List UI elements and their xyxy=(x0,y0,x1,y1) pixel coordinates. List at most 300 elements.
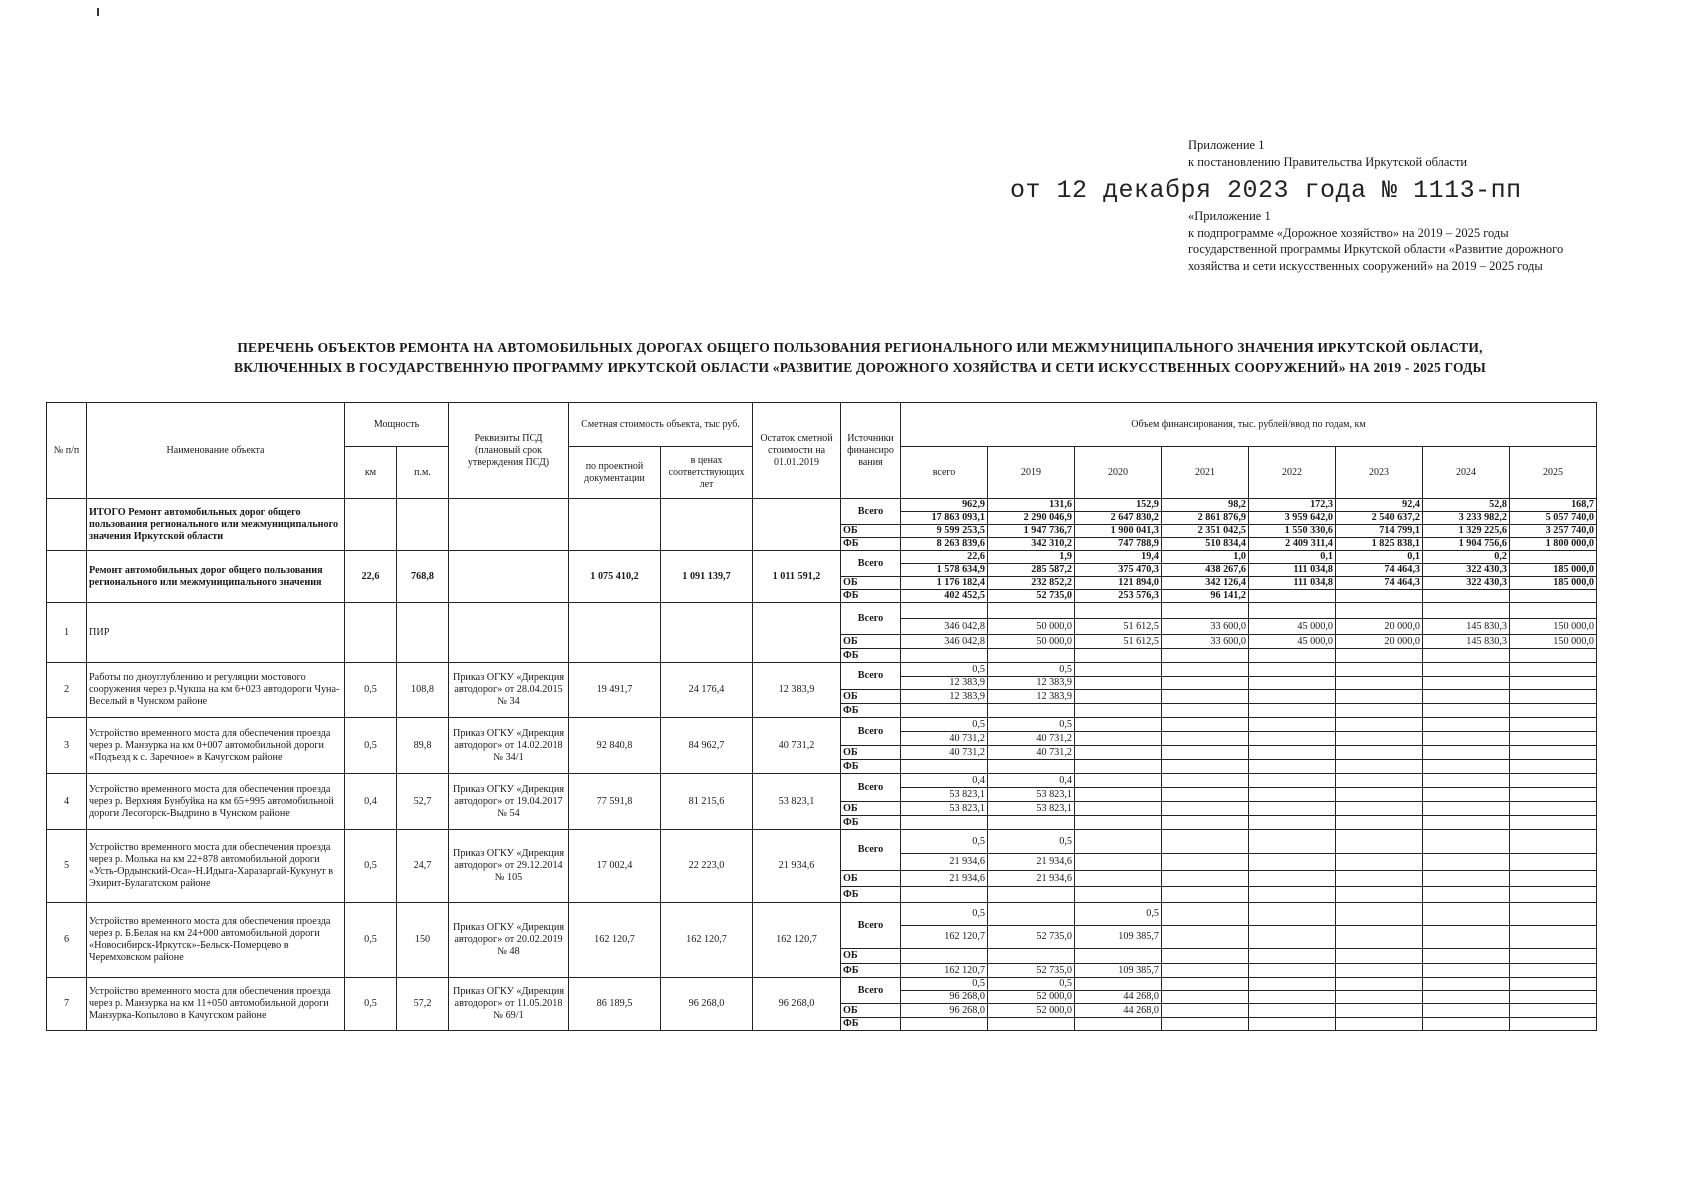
funding-cell xyxy=(1510,871,1597,887)
funding-cell: 98,2 xyxy=(1162,499,1249,512)
source-ob: ОБ xyxy=(841,525,901,538)
funding-cell xyxy=(1162,871,1249,887)
funding-cell xyxy=(1510,816,1597,830)
row-name: ИТОГО Ремонт автомобильных дорог общего пользования регионального или межмуниципального значения Иркутской области xyxy=(87,499,345,551)
funding-cell: 0,5 xyxy=(988,830,1075,854)
col-total: всего xyxy=(901,447,988,499)
funding-cell: 96 141,2 xyxy=(1162,590,1249,603)
funding-cell: 12 383,9 xyxy=(901,690,988,704)
funding-cell xyxy=(901,603,988,619)
funding-cell xyxy=(1423,732,1510,746)
funding-cell: 3 233 982,2 xyxy=(1423,512,1510,525)
funding-cell: 185 000,0 xyxy=(1510,564,1597,577)
row-cost-curr xyxy=(661,499,753,551)
funding-cell: 53 823,1 xyxy=(901,802,988,816)
funding-cell xyxy=(988,887,1075,903)
col-2020: 2020 xyxy=(1075,447,1162,499)
funding-cell xyxy=(1510,746,1597,760)
funding-cell xyxy=(1336,887,1423,903)
funding-cell: 0,1 xyxy=(1336,551,1423,564)
table-header xyxy=(47,403,1597,499)
funding-cell xyxy=(1510,830,1597,854)
source-all: Всего xyxy=(841,603,901,635)
funding-cell xyxy=(1249,704,1336,718)
funding-cell xyxy=(901,649,988,663)
funding-cell xyxy=(1162,949,1249,964)
funding-cell xyxy=(1510,926,1597,949)
funding-cell xyxy=(1162,978,1249,991)
title-line-1: ПЕРЕЧЕНЬ ОБЪЕКТОВ РЕМОНТА НА АВТОМОБИЛЬНЫХ ДОРОГАХ ОБЩЕГО ПОЛЬЗОВАНИЯ РЕГИОНАЛЬНОГО ИЛИ МЕЖМУНИЦИПАЛЬНОГО ЗНАЧЕНИЯ ИРКУТСКОЙ ОБЛАСТИ, xyxy=(237,340,1483,355)
funding-cell xyxy=(1423,690,1510,704)
funding-cell xyxy=(901,816,988,830)
funding-cell: 3 257 740,0 xyxy=(1510,525,1597,538)
funding-cell: 1 904 756,6 xyxy=(1423,538,1510,551)
row-cost-curr: 81 215,6 xyxy=(661,774,753,830)
funding-cell xyxy=(1336,590,1423,603)
funding-cell: 40 731,2 xyxy=(988,732,1075,746)
funding-cell: 0,5 xyxy=(988,663,1075,677)
funding-cell: 172,3 xyxy=(1249,499,1336,512)
source-all: Всего xyxy=(841,830,901,871)
funding-cell xyxy=(1336,926,1423,949)
row-name: ПИР xyxy=(87,603,345,663)
row-cost-proj: 86 189,5 xyxy=(569,978,661,1031)
funding-cell: 50 000,0 xyxy=(988,635,1075,649)
funding-cell: 375 470,3 xyxy=(1075,564,1162,577)
subprogram-description: к подпрограмме «Дорожное хозяйство» на 2019 – 2025 годы государственной программы Иркутской области «Развитие дорожного хозяйства и сети искусственных сооружений» на 2019 – 2025 годы xyxy=(1188,225,1564,273)
funding-cell: 96 268,0 xyxy=(901,991,988,1004)
appendix-header xyxy=(1188,137,1628,171)
source-ob: ОБ xyxy=(841,577,901,590)
funding-cell xyxy=(1510,949,1597,964)
funding-cell xyxy=(1423,774,1510,788)
source-all: Всего xyxy=(841,499,901,525)
row-name: Работы по дноуглублению и регуляции мостового сооружения через р.Чукша на км 6+023 автодороги Чуна-Веселый в Чунском районе xyxy=(87,663,345,718)
funding-cell xyxy=(1162,991,1249,1004)
row-num: 6 xyxy=(47,903,87,978)
col-capacity: Мощность xyxy=(345,403,449,447)
funding-cell xyxy=(1336,788,1423,802)
funding-cell xyxy=(1162,854,1249,871)
funding-cell: 145 830,3 xyxy=(1423,635,1510,649)
funding-cell xyxy=(1510,1018,1597,1031)
funding-cell: 0,5 xyxy=(988,718,1075,732)
funding-cell xyxy=(1423,964,1510,978)
row-remain: 96 268,0 xyxy=(753,978,841,1031)
funding-cell: 52 000,0 xyxy=(988,991,1075,1004)
funding-cell xyxy=(1423,830,1510,854)
funding-cell: 96 268,0 xyxy=(901,1004,988,1018)
funding-cell xyxy=(1075,854,1162,871)
funding-cell xyxy=(1510,649,1597,663)
source-ob: ОБ xyxy=(841,635,901,649)
row-pm xyxy=(397,603,449,663)
funding-cell xyxy=(1075,816,1162,830)
funding-cell xyxy=(1249,677,1336,690)
funding-cell xyxy=(1336,816,1423,830)
funding-cell xyxy=(1510,551,1597,564)
funding-cell: 0,4 xyxy=(988,774,1075,788)
funding-cell: 145 830,3 xyxy=(1423,619,1510,635)
funding-cell: 52 735,0 xyxy=(988,964,1075,978)
table-row xyxy=(47,830,1597,854)
row-cost-curr: 22 223,0 xyxy=(661,830,753,903)
funding-cell: 20 000,0 xyxy=(1336,619,1423,635)
funding-cell xyxy=(1249,949,1336,964)
funding-cell: 0,5 xyxy=(901,978,988,991)
funding-cell: 322 430,3 xyxy=(1423,564,1510,577)
source-fb: ФБ xyxy=(841,590,901,603)
funding-cell xyxy=(1423,816,1510,830)
funding-cell xyxy=(1162,1018,1249,1031)
funding-cell: 51 612,5 xyxy=(1075,635,1162,649)
funding-cell: 0,5 xyxy=(901,663,988,677)
funding-cell: 162 120,7 xyxy=(901,926,988,949)
funding-cell xyxy=(1249,1018,1336,1031)
row-pm: 150 xyxy=(397,903,449,978)
row-pm xyxy=(397,499,449,551)
funding-cell: 0,2 xyxy=(1423,551,1510,564)
funding-cell: 0,5 xyxy=(1075,903,1162,926)
row-name: Устройство временного моста для обеспечения проезда через р. Манзурка на км 11+050 автомобильной дороги Манзурка-Копылово в Качугском районе xyxy=(87,978,345,1031)
row-psd: Приказ ОГКУ «Дирекция автодорог» от 28.04.2015 № 34 xyxy=(449,663,569,718)
funding-cell: 185 000,0 xyxy=(1510,577,1597,590)
title-line-2: ВКЛЮЧЕННЫХ В ГОСУДАРСТВЕННУЮ ПРОГРАММУ ИРКУТСКОЙ ОБЛАСТИ «РАЗВИТИЕ ДОРОЖНОГО ХОЗЯЙСТВА И СЕТИ ИСКУССТВЕННЫХ СООРУЖЕНИЙ» НА 2019 - 2025 ГОДЫ xyxy=(234,360,1486,375)
funding-cell xyxy=(1249,887,1336,903)
funding-cell: 1 550 330,6 xyxy=(1249,525,1336,538)
funding-cell: 2 861 876,9 xyxy=(1162,512,1249,525)
funding-cell xyxy=(1249,802,1336,816)
funding-cell xyxy=(1336,1004,1423,1018)
col-cost: Сметная стоимость объекта, тыс руб. xyxy=(569,403,753,447)
funding-cell: 19,4 xyxy=(1075,551,1162,564)
funding-cell xyxy=(1075,887,1162,903)
funding-cell: 150 000,0 xyxy=(1510,635,1597,649)
table-row xyxy=(47,499,1597,512)
funding-cell xyxy=(1249,830,1336,854)
funding-cell xyxy=(1510,903,1597,926)
funding-cell: 1 947 736,7 xyxy=(988,525,1075,538)
row-psd: Приказ ОГКУ «Дирекция автодорог» от 20.02.2019 № 48 xyxy=(449,903,569,978)
row-remain xyxy=(753,603,841,663)
row-num: 5 xyxy=(47,830,87,903)
row-name: Устройство временного моста для обеспечения проезда через р. Верхняя Бунбуйка на км 65+995 автомобильной дороги Лесогорск-Выдрино в Чунском районе xyxy=(87,774,345,830)
funding-cell xyxy=(1162,788,1249,802)
funding-cell: 53 823,1 xyxy=(988,802,1075,816)
funding-cell xyxy=(1075,788,1162,802)
funding-cell xyxy=(1336,663,1423,677)
row-km xyxy=(345,499,397,551)
funding-cell xyxy=(1423,746,1510,760)
row-remain: 53 823,1 xyxy=(753,774,841,830)
funding-cell xyxy=(1249,663,1336,677)
row-psd xyxy=(449,551,569,603)
row-km: 0,5 xyxy=(345,718,397,774)
row-name: Ремонт автомобильных дорог общего пользования регионального или межмуниципального значения xyxy=(87,551,345,603)
funding-cell: 285 587,2 xyxy=(988,564,1075,577)
source-all: Всего xyxy=(841,551,901,577)
col-psd: Реквизиты ПСД (плановый срок утверждения ПСД) xyxy=(449,403,569,499)
funding-cell xyxy=(1075,690,1162,704)
funding-cell: 714 799,1 xyxy=(1336,525,1423,538)
row-km: 0,4 xyxy=(345,774,397,830)
funding-cell xyxy=(1162,1004,1249,1018)
funding-cell xyxy=(1162,760,1249,774)
funding-cell xyxy=(1336,704,1423,718)
funding-cell: 162 120,7 xyxy=(901,964,988,978)
funding-cell xyxy=(1249,964,1336,978)
col-remain: Остаток сметной стоимости на 01.01.2019 xyxy=(753,403,841,499)
table-row xyxy=(47,603,1597,619)
row-num: 4 xyxy=(47,774,87,830)
funding-cell: 21 934,6 xyxy=(988,871,1075,887)
funding-cell xyxy=(1162,774,1249,788)
source-all: Всего xyxy=(841,903,901,949)
funding-cell: 131,6 xyxy=(988,499,1075,512)
funding-cell: 402 452,5 xyxy=(901,590,988,603)
source-ob: ОБ xyxy=(841,1004,901,1018)
row-cost-curr xyxy=(661,603,753,663)
funding-cell xyxy=(1336,854,1423,871)
funding-cell: 342 126,4 xyxy=(1162,577,1249,590)
funding-cell xyxy=(1249,926,1336,949)
funding-cell xyxy=(1162,903,1249,926)
funding-cell xyxy=(1423,603,1510,619)
row-psd: Приказ ОГКУ «Дирекция автодорог» от 19.04.2017 № 54 xyxy=(449,774,569,830)
funding-cell xyxy=(1336,718,1423,732)
funding-cell xyxy=(1510,603,1597,619)
funding-cell: 22,6 xyxy=(901,551,988,564)
row-name: Устройство временного моста для обеспечения проезда через р. Б.Белая на км 24+000 автомобильной дороги «Новосибирск-Иркутск»-Бельск-Померцево в Черемховском районе xyxy=(87,903,345,978)
funding-cell: 9 599 253,5 xyxy=(901,525,988,538)
funding-cell xyxy=(1336,949,1423,964)
funding-cell: 44 268,0 xyxy=(1075,1004,1162,1018)
funding-cell xyxy=(1249,603,1336,619)
funding-cell: 50 000,0 xyxy=(988,619,1075,635)
col-cost-curr: в ценах соответствующих лет xyxy=(661,447,753,499)
funding-cell xyxy=(1510,732,1597,746)
row-remain: 1 011 591,2 xyxy=(753,551,841,603)
funding-cell xyxy=(1336,760,1423,774)
funding-cell xyxy=(1336,802,1423,816)
funding-cell: 45 000,0 xyxy=(1249,635,1336,649)
funding-cell xyxy=(1075,704,1162,718)
row-cost-proj: 162 120,7 xyxy=(569,903,661,978)
source-all: Всего xyxy=(841,718,901,746)
funding-cell xyxy=(1162,732,1249,746)
funding-cell xyxy=(901,887,988,903)
funding-cell xyxy=(1510,774,1597,788)
row-remain: 21 934,6 xyxy=(753,830,841,903)
funding-cell: 33 600,0 xyxy=(1162,619,1249,635)
funding-cell: 21 934,6 xyxy=(988,854,1075,871)
funding-cell xyxy=(1249,590,1336,603)
row-num xyxy=(47,499,87,551)
funding-cell: 8 263 839,6 xyxy=(901,538,988,551)
scan-mark xyxy=(97,8,99,16)
source-all: Всего xyxy=(841,663,901,690)
funding-cell: 322 430,3 xyxy=(1423,577,1510,590)
funding-cell xyxy=(1423,788,1510,802)
funding-cell: 150 000,0 xyxy=(1510,619,1597,635)
funding-cell xyxy=(901,1018,988,1031)
funding-cell xyxy=(1423,903,1510,926)
funding-cell xyxy=(1510,991,1597,1004)
funding-cell xyxy=(1075,718,1162,732)
funding-cell xyxy=(1423,802,1510,816)
row-km: 0,5 xyxy=(345,903,397,978)
funding-cell xyxy=(1249,788,1336,802)
source-all: Всего xyxy=(841,774,901,802)
funding-cell xyxy=(988,760,1075,774)
funding-cell: 17 863 093,1 xyxy=(901,512,988,525)
funding-cell xyxy=(1336,991,1423,1004)
col-2025: 2025 xyxy=(1510,447,1597,499)
funding-cell: 1 800 000,0 xyxy=(1510,538,1597,551)
funding-cell: 109 385,7 xyxy=(1075,964,1162,978)
source-fb: ФБ xyxy=(841,1018,901,1031)
funding-cell xyxy=(1423,590,1510,603)
row-remain xyxy=(753,499,841,551)
source-fb: ФБ xyxy=(841,887,901,903)
funding-cell xyxy=(1249,732,1336,746)
funding-cell xyxy=(1249,760,1336,774)
source-ob: ОБ xyxy=(841,690,901,704)
row-psd: Приказ ОГКУ «Дирекция автодорог» от 14.02.2018 № 34/1 xyxy=(449,718,569,774)
source-ob: ОБ xyxy=(841,949,901,964)
funding-cell: 53 823,1 xyxy=(988,788,1075,802)
funding-cell: 40 731,2 xyxy=(988,746,1075,760)
funding-cell xyxy=(901,760,988,774)
col-num: № п/п xyxy=(47,403,87,499)
funding-cell xyxy=(1423,949,1510,964)
funding-cell xyxy=(1336,732,1423,746)
funding-cell: 253 576,3 xyxy=(1075,590,1162,603)
funding-cell: 21 934,6 xyxy=(901,854,988,871)
funding-cell xyxy=(1510,663,1597,677)
funding-cell xyxy=(1075,677,1162,690)
row-num: 7 xyxy=(47,978,87,1031)
funding-cell: 1 578 634,9 xyxy=(901,564,988,577)
funding-cell xyxy=(1336,603,1423,619)
row-psd xyxy=(449,499,569,551)
funding-cell xyxy=(1423,1004,1510,1018)
funding-cell xyxy=(1510,854,1597,871)
funding-cell xyxy=(1336,649,1423,663)
date-stamp: от 12 декабря 2023 года № 1113-пп xyxy=(1010,176,1522,205)
row-name: Устройство временного моста для обеспечения проезда через р. Молька на км 22+878 автомобильной дороги «Усть-Ордынский-Оса»-Н.Идыга-Харазаргай-Кукунут в Эхирит-Булагатском районе xyxy=(87,830,345,903)
funding-cell xyxy=(1075,746,1162,760)
funding-cell: 12 383,9 xyxy=(988,677,1075,690)
funding-cell: 2 351 042,5 xyxy=(1162,525,1249,538)
row-pm: 52,7 xyxy=(397,774,449,830)
funding-cell: 747 788,9 xyxy=(1075,538,1162,551)
funding-cell: 342 310,2 xyxy=(988,538,1075,551)
funding-cell: 2 409 311,4 xyxy=(1249,538,1336,551)
funding-cell xyxy=(1249,746,1336,760)
funding-cell xyxy=(1423,663,1510,677)
row-cost-curr: 1 091 139,7 xyxy=(661,551,753,603)
funding-cell xyxy=(1510,802,1597,816)
funding-cell xyxy=(1075,802,1162,816)
funding-cell xyxy=(1336,978,1423,991)
row-pm: 89,8 xyxy=(397,718,449,774)
funding-cell xyxy=(1423,887,1510,903)
funding-cell: 33 600,0 xyxy=(1162,635,1249,649)
row-cost-proj: 92 840,8 xyxy=(569,718,661,774)
funding-cell: 52 735,0 xyxy=(988,590,1075,603)
row-cost-proj: 17 002,4 xyxy=(569,830,661,903)
funding-cell xyxy=(901,949,988,964)
funding-cell: 1 176 182,4 xyxy=(901,577,988,590)
row-remain: 40 731,2 xyxy=(753,718,841,774)
row-num: 3 xyxy=(47,718,87,774)
funding-cell xyxy=(1162,718,1249,732)
funding-cell: 111 034,8 xyxy=(1249,564,1336,577)
funding-cell xyxy=(1249,649,1336,663)
funding-cell: 962,9 xyxy=(901,499,988,512)
funding-cell xyxy=(1510,788,1597,802)
funding-cell xyxy=(988,903,1075,926)
row-km: 0,5 xyxy=(345,663,397,718)
source-fb: ФБ xyxy=(841,538,901,551)
funding-cell xyxy=(1162,887,1249,903)
col-cost-proj: по проектной документации xyxy=(569,447,661,499)
source-fb: ФБ xyxy=(841,649,901,663)
funding-cell xyxy=(1510,704,1597,718)
resolution-label: к постановлению Правительства Иркутской области xyxy=(1188,155,1468,169)
table-row xyxy=(47,718,1597,732)
funding-cell: 2 540 637,2 xyxy=(1336,512,1423,525)
funding-cell: 1 825 838,1 xyxy=(1336,538,1423,551)
funding-cell: 111 034,8 xyxy=(1249,577,1336,590)
row-cost-proj xyxy=(569,603,661,663)
funding-cell: 2 290 046,9 xyxy=(988,512,1075,525)
funding-cell xyxy=(1249,871,1336,887)
table-body xyxy=(47,499,1597,1031)
funding-cell xyxy=(1423,704,1510,718)
funding-cell: 52 000,0 xyxy=(988,1004,1075,1018)
col-name: Наименование объекта xyxy=(87,403,345,499)
funding-cell: 5 057 740,0 xyxy=(1510,512,1597,525)
funding-cell: 3 959 642,0 xyxy=(1249,512,1336,525)
source-ob: ОБ xyxy=(841,871,901,887)
row-km: 0,5 xyxy=(345,978,397,1031)
funding-cell xyxy=(1510,887,1597,903)
objects-table xyxy=(46,402,1597,1031)
funding-cell: 12 383,9 xyxy=(901,677,988,690)
funding-cell xyxy=(1336,1018,1423,1031)
funding-cell: 92,4 xyxy=(1336,499,1423,512)
funding-cell xyxy=(1423,926,1510,949)
funding-cell xyxy=(1423,718,1510,732)
row-cost-curr: 24 176,4 xyxy=(661,663,753,718)
funding-cell xyxy=(1249,816,1336,830)
source-fb: ФБ xyxy=(841,816,901,830)
funding-cell xyxy=(1075,774,1162,788)
table-row xyxy=(47,663,1597,677)
row-pm: 108,8 xyxy=(397,663,449,718)
source-fb: ФБ xyxy=(841,704,901,718)
row-psd xyxy=(449,603,569,663)
row-cost-proj: 1 075 410,2 xyxy=(569,551,661,603)
funding-cell xyxy=(1162,677,1249,690)
funding-cell xyxy=(1336,903,1423,926)
funding-cell xyxy=(1075,978,1162,991)
funding-cell xyxy=(1336,871,1423,887)
funding-cell: 109 385,7 xyxy=(1075,926,1162,949)
funding-cell xyxy=(1510,690,1597,704)
